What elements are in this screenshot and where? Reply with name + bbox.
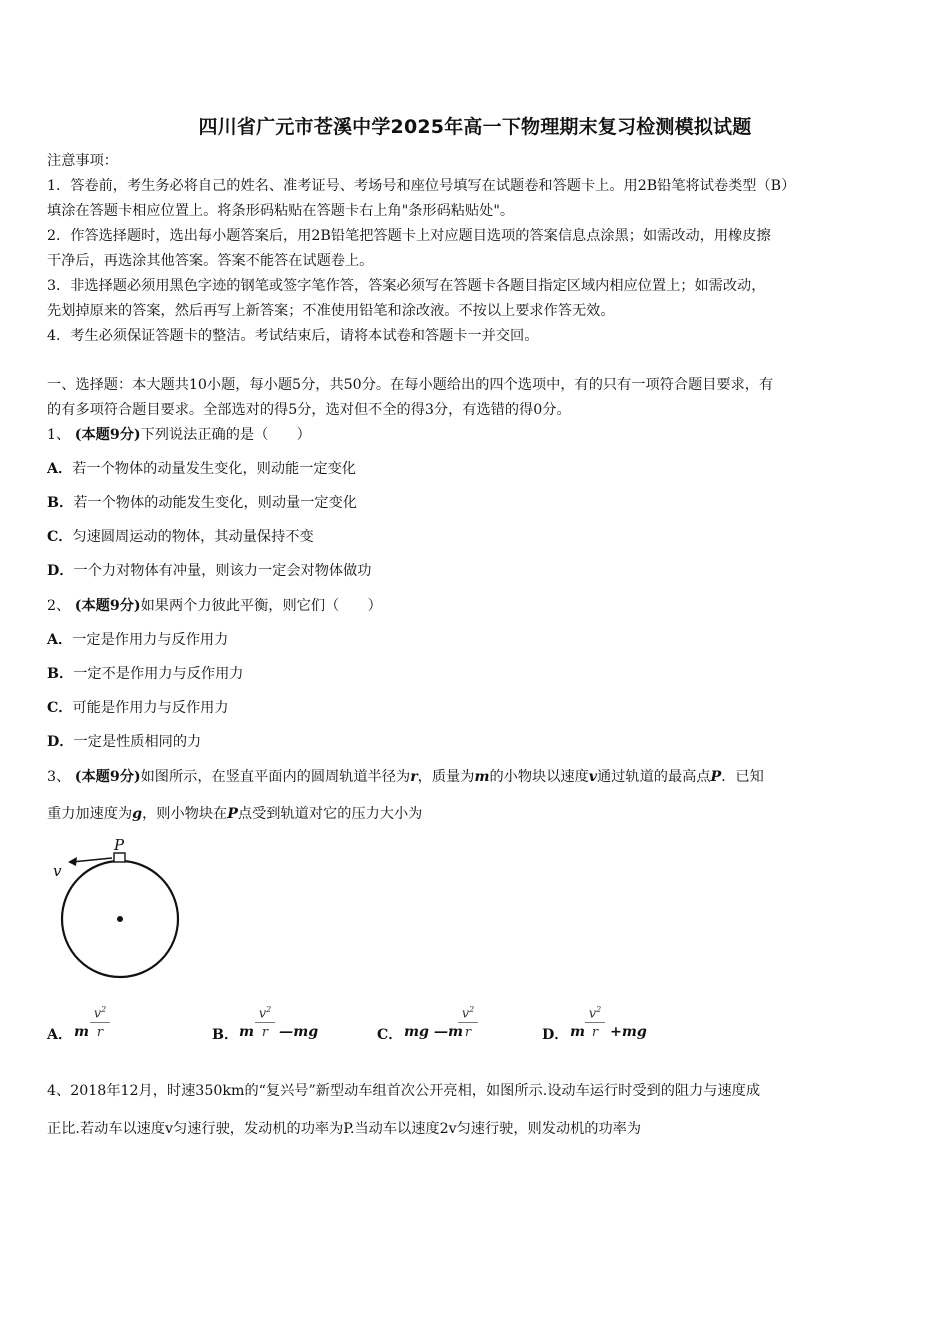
option-text: 一个力对物体有冲量，则该力一定会对物体做功 [73, 563, 372, 579]
option-text: 一定是作用力与反作用力 [72, 632, 229, 648]
question-text: 如图所示，在竖直平面内的圆周轨道半径为 [140, 769, 411, 785]
velocity-arrowhead [68, 857, 77, 866]
option-text: 若一个物体的动能发生变化，则动量一定变化 [73, 495, 357, 511]
question-3-options [47, 998, 747, 1050]
option-label: B． [47, 495, 74, 511]
section-intro-line: 一、选择题：本大题共10小题，每小题5分，共50分。在每小题给出的四个选项中，有的只有一项符合题目要求，有 [47, 377, 774, 393]
fraction-denominator: r [464, 1025, 472, 1040]
fraction-v2-over-r [254, 998, 276, 1041]
question-2-option-b [47, 664, 243, 684]
point-p-label: P [114, 836, 125, 854]
fraction-numerator: v [461, 1006, 470, 1022]
question-2-option-a [47, 630, 228, 650]
option-label: D． [542, 1027, 569, 1043]
question-1-option-a [47, 459, 356, 479]
question-text: ，质量为 [417, 769, 475, 785]
velocity-label: v [53, 862, 62, 880]
option-expr-pre: mg —m [404, 1024, 464, 1040]
fraction-denominator: r [261, 1025, 269, 1040]
option-label: D． [47, 563, 74, 579]
option-label: A． [47, 461, 73, 477]
fraction-numerator: v [93, 1006, 102, 1022]
fraction-v2-over-r [584, 998, 606, 1041]
variable-r: r [410, 769, 418, 785]
question-text: ，则小物块在 [142, 806, 228, 822]
notice-heading: 注意事项： [47, 153, 118, 169]
exponent: 2 [596, 1005, 602, 1014]
question-2-option-d [47, 732, 201, 752]
question-1-option-b [47, 493, 357, 513]
page-title: 四川省广元市苍溪中学2025年高一下物理期末复习检测模拟试题 [198, 116, 752, 138]
notice-line: 2．作答选择题时，选出每小题答案后，用2B铅笔把答题卡上对应题目选项的答案信息点涂黑；如需改动，用橡皮擦 [47, 228, 771, 244]
option-label: B． [47, 666, 74, 682]
question-text: 如果两个力彼此平衡，则它们（ ） [140, 598, 382, 614]
option-expr-post: +mg [610, 1024, 647, 1040]
option-label: C． [47, 700, 73, 716]
option-expr-pre: m [570, 1024, 586, 1040]
variable-p: P [227, 806, 238, 822]
question-2-stem [47, 596, 382, 616]
circular-track-figure [48, 832, 188, 982]
variable-p: P [710, 769, 722, 785]
option-label: A． [47, 632, 73, 648]
option-text: 一定不是作用力与反作用力 [73, 666, 244, 682]
notice-line: 1．答卷前，考生务必将自己的姓名、准考证号、考场号和座位号填写在试题卷和答题卡上。用2B铅笔将试卷类型（B） [47, 178, 796, 194]
question-text: ．已知 [721, 769, 764, 785]
question-2-option-c [47, 698, 229, 718]
question-1-stem [47, 425, 311, 445]
question-4-line2: 正比.若动车以速度v匀速行驶，发动机的功率为P.当动车以速度2v匀速行驶，则发动机的功率为 [47, 1121, 642, 1137]
question-3-stem-line2 [47, 804, 422, 824]
question-text: 的小物块以速度 [489, 769, 589, 785]
exponent: 2 [101, 1005, 107, 1014]
notice-line: 先划掉原来的答案，然后再写上新答案；不准使用铅笔和涂改液。不按以上要求作答无效。 [47, 303, 615, 319]
variable-v: v [588, 769, 598, 785]
notice-line: 填涂在答题卡相应位置上。将条形码粘贴在答题卡右上角"条形码粘贴处"。 [47, 203, 515, 219]
fraction-v2-over-r [89, 998, 111, 1041]
question-text: 点受到轨道对它的压力大小为 [237, 806, 423, 822]
option-expr-pre: m [239, 1024, 255, 1040]
question-text: 通过轨道的最高点 [597, 769, 711, 785]
block-square [114, 853, 125, 862]
question-1-option-d [47, 561, 371, 581]
question-number: 1、 [47, 427, 71, 443]
option-label: C． [47, 529, 73, 545]
fraction-numerator: v [258, 1006, 267, 1022]
option-expr-post: —mg [279, 1024, 319, 1040]
exponent: 2 [469, 1005, 475, 1014]
question-score: (本题9分) [74, 598, 141, 614]
fraction-v2-over-r [457, 998, 479, 1041]
variable-m: m [474, 769, 490, 785]
option-text: 若一个物体的动量发生变化，则动能一定变化 [72, 461, 356, 477]
notice-line: 干净后，再选涂其他答案。答案不能答在试题卷上。 [47, 253, 374, 269]
exponent: 2 [266, 1005, 272, 1014]
option-text: 一定是性质相同的力 [73, 734, 202, 750]
fraction-denominator: r [96, 1025, 104, 1040]
question-4-line1: 4、2018年12月，时速350km的“复兴号”新型动车组首次公开亮相，如图所示.设动车运行时受到的阻力与速度成 [47, 1083, 761, 1099]
question-text: 下列说法正确的是（ ） [140, 427, 311, 443]
question-score: (本题9分) [74, 769, 141, 785]
question-1-option-c [47, 527, 314, 547]
option-label: A． [47, 1027, 73, 1043]
variable-g: g [132, 806, 143, 822]
option-label: B． [212, 1027, 239, 1043]
option-label: D． [47, 734, 74, 750]
question-number: 2、 [47, 598, 71, 614]
question-3-stem-line1 [47, 767, 764, 787]
notice-line: 3．非选择题必须用黑色字迹的钢笔或签字笔作答，答案必须写在答题卡各题目指定区域内相应位置上；如需改动， [47, 278, 766, 294]
option-text: 可能是作用力与反作用力 [72, 700, 229, 716]
notice-line: 4．考生必须保证答题卡的整洁。考试结束后，请将本试卷和答题卡一并交回。 [47, 328, 539, 344]
question-score: (本题9分) [74, 427, 141, 443]
fraction-numerator: v [588, 1006, 597, 1022]
option-expr-pre: m [74, 1024, 90, 1040]
section-intro-line: 的有多项符合题目要求。全部选对的得5分，选对但不全的得3分，有选错的得0分。 [47, 402, 571, 418]
fraction-denominator: r [591, 1025, 599, 1040]
velocity-arrow-line [72, 858, 112, 862]
question-text: 重力加速度为 [47, 806, 133, 822]
center-dot [117, 916, 123, 922]
option-label: C． [377, 1027, 403, 1043]
option-text: 匀速圆周运动的物体，其动量保持不变 [72, 529, 314, 545]
question-number: 3、 [47, 769, 71, 785]
